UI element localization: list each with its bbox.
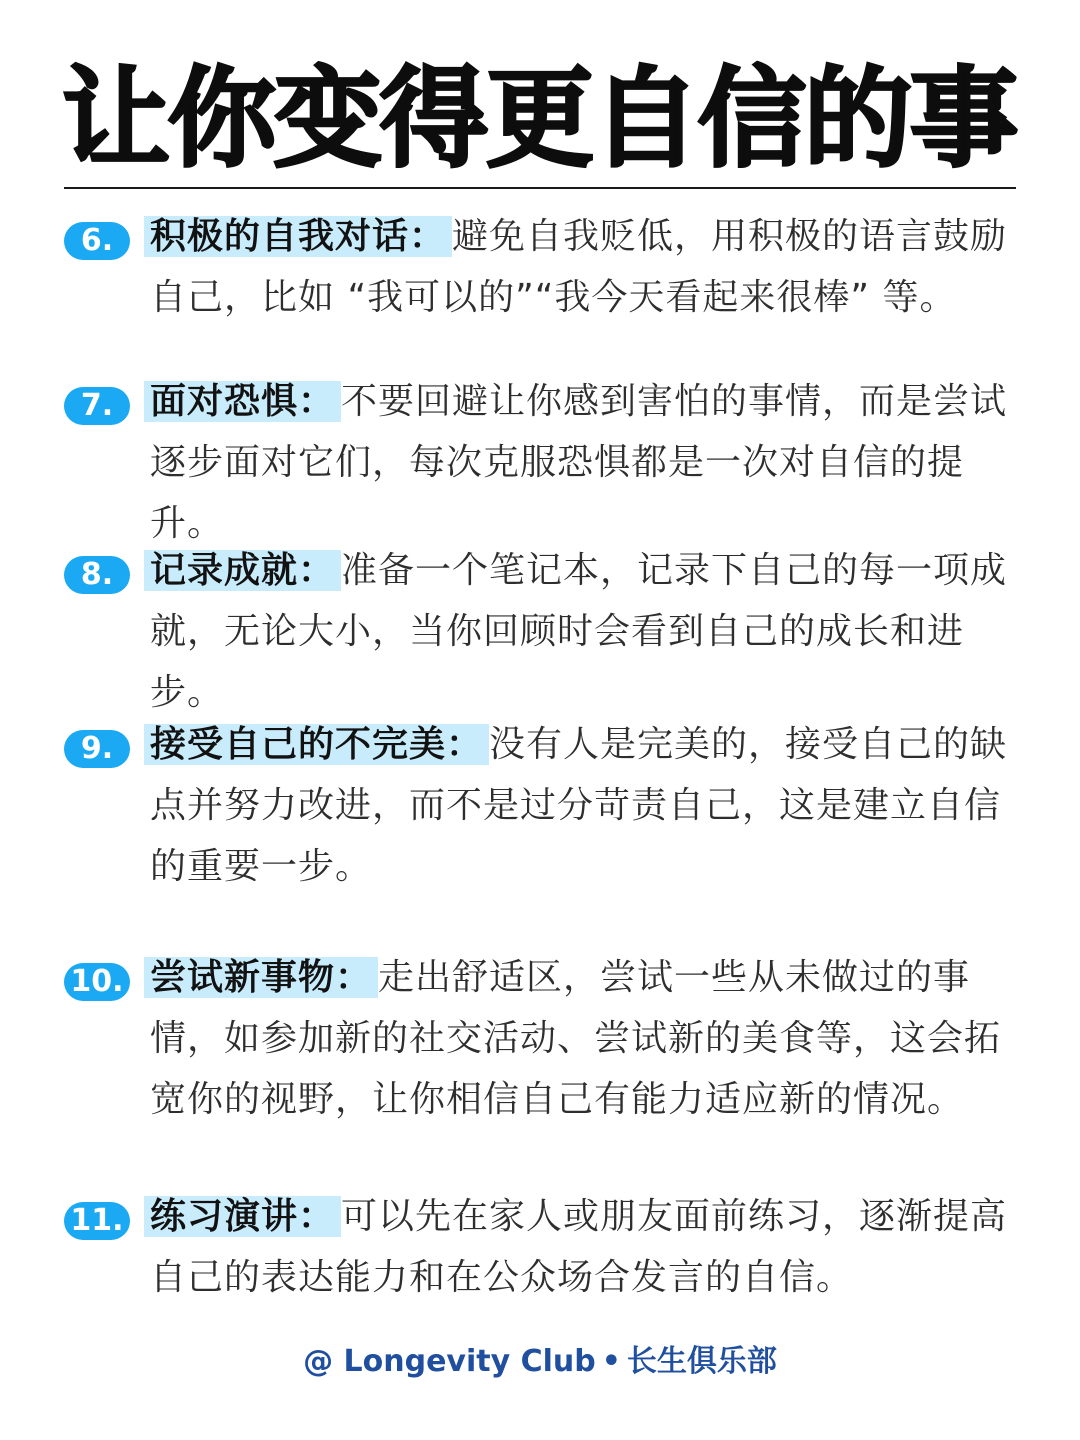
list-item-10 — [64, 947, 1016, 1130]
item-body: 走出舒适区，尝试一些从未做过的事情，如参加新的社交活动、尝试新的美食等，这会拓宽你的视野，让你相信自己有能力适应新的情况。 — [150, 957, 1002, 1120]
item-text — [150, 714, 1016, 897]
item-heading: 记录成就： — [144, 550, 341, 591]
title-divider — [64, 187, 1016, 189]
item-heading: 积极的自我对话： — [144, 216, 452, 257]
footer-handle: @ Longevity Club — [303, 1344, 596, 1379]
list-item-6 — [64, 206, 1016, 328]
list-item-7 — [64, 371, 1016, 554]
item-text — [150, 947, 1016, 1130]
item-text — [150, 371, 1016, 554]
number-badge: 6. — [64, 222, 130, 260]
item-body: 没有人是完美的，接受自己的缺点并努力改进，而不是过分苛责自己，这是建立自信的重要一步。 — [150, 724, 1008, 887]
item-text — [150, 1186, 1016, 1308]
item-heading: 尝试新事物： — [144, 957, 378, 998]
item-heading: 练习演讲： — [144, 1196, 341, 1237]
footer-separator: • — [601, 1344, 621, 1379]
item-body: 不要回避让你感到害怕的事情，而是尝试逐步面对它们，每次克服恐惧都是一次对自信的提升。 — [150, 381, 1008, 544]
number-badge: 10. — [64, 963, 130, 1001]
number-badge: 8. — [64, 556, 130, 594]
item-body: 准备一个笔记本，记录下自己的每一项成就，无论大小，当你回顾时会看到自己的成长和进步。 — [150, 550, 1008, 713]
item-heading: 面对恐惧： — [144, 381, 341, 422]
item-text — [150, 540, 1016, 723]
footer-brand-name: 长生俱乐部 — [626, 1344, 777, 1379]
item-body: 避免自我贬低，用积极的语言鼓励自己，比如 “我可以的”“我今天看起来很棒” 等。 — [150, 216, 1008, 318]
list-item-9 — [64, 714, 1016, 897]
page-title: 让你变得更自信的事 — [62, 57, 1017, 182]
list-item-8 — [64, 540, 1016, 723]
number-badge: 11. — [64, 1202, 130, 1240]
item-heading: 接受自己的不完美： — [144, 724, 489, 765]
list-item-11 — [64, 1186, 1016, 1308]
item-text — [150, 206, 1016, 328]
footer-credit — [0, 1340, 1080, 1384]
item-body: 可以先在家人或朋友面前练习，逐渐提高自己的表达能力和在公众场合发言的自信。 — [150, 1196, 1008, 1298]
number-badge: 7. — [64, 387, 130, 425]
number-badge: 9. — [64, 730, 130, 768]
